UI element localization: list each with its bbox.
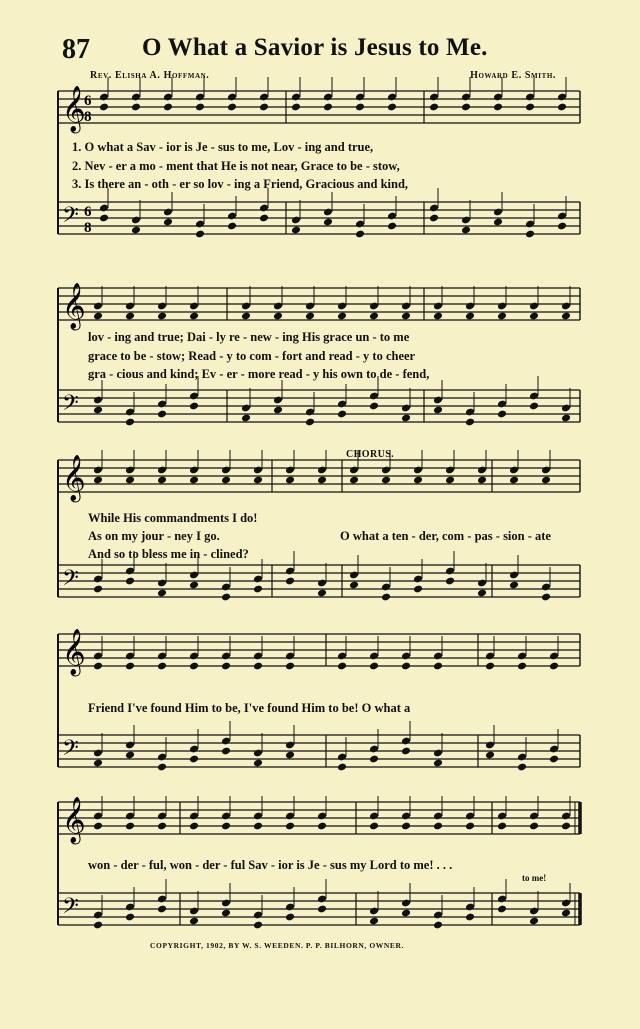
note-head bbox=[381, 593, 391, 602]
note-head bbox=[461, 226, 471, 235]
chorus-label: CHORUS. bbox=[346, 449, 395, 460]
time-signature: 8 bbox=[84, 109, 92, 125]
note-head bbox=[387, 103, 397, 112]
note-head bbox=[125, 662, 135, 671]
note-head bbox=[253, 822, 263, 831]
note-head bbox=[189, 581, 199, 590]
note-head bbox=[429, 103, 439, 112]
note-head bbox=[433, 921, 443, 930]
note-head bbox=[157, 822, 167, 831]
note-head bbox=[317, 905, 327, 914]
bass-clef-icon: 𝄢 bbox=[62, 203, 79, 233]
note-head bbox=[485, 751, 495, 760]
note-head bbox=[369, 662, 379, 671]
note-head bbox=[369, 755, 379, 764]
hymn-title: O What a Savior is Jesus to Me. bbox=[142, 34, 488, 61]
note-head bbox=[541, 593, 551, 602]
note-head bbox=[253, 921, 263, 930]
note-head bbox=[125, 751, 135, 760]
note-head bbox=[99, 214, 109, 223]
note-head bbox=[477, 476, 487, 485]
treble-clef-icon: 𝄞 bbox=[62, 455, 86, 501]
chorus-line2: Friend I've found Him to be, I've found Him to be! O what a bbox=[88, 701, 411, 715]
verse2-line2: grace to be - stow; Read - y to com - fort and read - y to cheer bbox=[88, 349, 416, 363]
note-head bbox=[273, 406, 283, 415]
note-head bbox=[157, 476, 167, 485]
note-head bbox=[429, 214, 439, 223]
note-head bbox=[93, 759, 103, 768]
bass-clef-icon: 𝄢 bbox=[62, 566, 79, 596]
note-head bbox=[355, 230, 365, 239]
copyright-notice: COPYRIGHT, 1902, BY W. S. WEEDEN. P. P. BILHORN, OWNER. bbox=[150, 941, 405, 950]
note-head bbox=[195, 230, 205, 239]
note-head bbox=[465, 418, 475, 427]
note-head bbox=[163, 218, 173, 227]
note-head bbox=[305, 418, 315, 427]
note-head bbox=[465, 312, 475, 321]
note-head bbox=[125, 913, 135, 922]
note-head bbox=[493, 103, 503, 112]
note-head bbox=[189, 402, 199, 411]
note-head bbox=[291, 226, 301, 235]
note-head bbox=[125, 312, 135, 321]
bass-clef-icon: 𝄢 bbox=[62, 391, 79, 421]
note-head bbox=[541, 476, 551, 485]
note-head bbox=[125, 577, 135, 586]
note-head bbox=[157, 589, 167, 598]
verse3-line1: 3. Is there an - oth - er so lov - ing a Friend, Gracious and kind, bbox=[72, 177, 409, 191]
note-head bbox=[509, 581, 519, 590]
note-head bbox=[337, 763, 347, 772]
note-head bbox=[461, 103, 471, 112]
note-head bbox=[253, 585, 263, 594]
note-head bbox=[285, 662, 295, 671]
note-head bbox=[401, 909, 411, 918]
note-head bbox=[529, 917, 539, 926]
note-head bbox=[497, 822, 507, 831]
note-head bbox=[355, 103, 365, 112]
note-head bbox=[369, 917, 379, 926]
bass-clef-icon: 𝄢 bbox=[62, 736, 79, 766]
note-head bbox=[433, 406, 443, 415]
verse3-line2: gra - cious and kind; Ev - er - more read - y his own to de - fend, bbox=[88, 367, 430, 381]
note-head bbox=[93, 406, 103, 415]
note-head bbox=[99, 103, 109, 112]
note-head bbox=[253, 662, 263, 671]
note-head bbox=[561, 414, 571, 423]
note-head bbox=[477, 589, 487, 598]
note-head bbox=[157, 662, 167, 671]
note-head bbox=[323, 218, 333, 227]
treble-clef-icon: 𝄞 bbox=[62, 86, 86, 132]
note-head bbox=[549, 662, 559, 671]
note-head bbox=[221, 822, 231, 831]
note-head bbox=[401, 822, 411, 831]
author-credit: Rev. Elisha A. Hoffman. bbox=[90, 70, 210, 81]
note-head bbox=[317, 476, 327, 485]
note-head bbox=[433, 662, 443, 671]
note-head bbox=[93, 585, 103, 594]
note-head bbox=[285, 751, 295, 760]
note-head bbox=[381, 476, 391, 485]
note-head bbox=[227, 103, 237, 112]
note-head bbox=[317, 822, 327, 831]
note-head bbox=[485, 662, 495, 671]
note-head bbox=[163, 103, 173, 112]
verse3-line3: And so to bless me in - clined? bbox=[88, 547, 249, 561]
note-head bbox=[131, 103, 141, 112]
note-head bbox=[517, 763, 527, 772]
note-head bbox=[401, 747, 411, 756]
verse1-line2: lov - ing and true; Dai - ly re - new - ing His grace un - to me bbox=[88, 330, 410, 344]
note-head bbox=[445, 476, 455, 485]
note-head bbox=[221, 662, 231, 671]
note-head bbox=[189, 476, 199, 485]
note-head bbox=[93, 822, 103, 831]
note-head bbox=[259, 214, 269, 223]
note-head bbox=[433, 822, 443, 831]
note-head bbox=[253, 476, 263, 485]
note-head bbox=[305, 312, 315, 321]
note-head bbox=[285, 822, 295, 831]
note-head bbox=[317, 589, 327, 598]
note-head bbox=[561, 822, 571, 831]
note-head bbox=[241, 312, 251, 321]
note-head bbox=[433, 312, 443, 321]
treble-clef-icon: 𝄞 bbox=[62, 629, 86, 675]
note-head bbox=[493, 218, 503, 227]
note-head bbox=[291, 103, 301, 112]
note-head bbox=[525, 230, 535, 239]
note-head bbox=[125, 822, 135, 831]
note-head bbox=[285, 476, 295, 485]
note-head bbox=[557, 222, 567, 231]
note-head bbox=[529, 402, 539, 411]
note-head bbox=[465, 822, 475, 831]
to-me-lyric: to me! bbox=[522, 873, 547, 883]
note-head bbox=[195, 103, 205, 112]
note-head bbox=[369, 822, 379, 831]
note-head bbox=[509, 476, 519, 485]
note-head bbox=[125, 476, 135, 485]
time-signature: 8 bbox=[84, 220, 92, 236]
note-head bbox=[189, 822, 199, 831]
note-head bbox=[387, 222, 397, 231]
note-head bbox=[413, 585, 423, 594]
note-head bbox=[189, 917, 199, 926]
time-signature: 6 bbox=[84, 204, 92, 220]
hymn-number: 87 bbox=[62, 34, 90, 65]
time-signature: 6 bbox=[84, 93, 92, 109]
treble-clef-icon: 𝄞 bbox=[62, 283, 86, 329]
note-head bbox=[557, 103, 567, 112]
note-head bbox=[369, 312, 379, 321]
note-head bbox=[497, 312, 507, 321]
note-head bbox=[549, 755, 559, 764]
note-head bbox=[241, 414, 251, 423]
note-head bbox=[227, 222, 237, 231]
note-head bbox=[525, 103, 535, 112]
note-head bbox=[337, 312, 347, 321]
note-head bbox=[285, 913, 295, 922]
note-head bbox=[221, 909, 231, 918]
note-head bbox=[221, 747, 231, 756]
note-head bbox=[497, 905, 507, 914]
chorus-line3: won - der - ful, won - der - ful Sav - ior is Je - sus my Lord to me! . . . bbox=[88, 858, 453, 872]
verse1-line1: 1. O what a Sav - ior is Je - sus to me, Lov - ing and true, bbox=[72, 140, 374, 154]
composer-credit: Howard E. Smith. bbox=[470, 70, 556, 81]
note-head bbox=[561, 909, 571, 918]
verse1-line3: While His commandments I do! bbox=[88, 511, 258, 525]
note-head bbox=[157, 312, 167, 321]
note-head bbox=[125, 418, 135, 427]
note-head bbox=[445, 577, 455, 586]
note-head bbox=[259, 103, 269, 112]
note-head bbox=[189, 755, 199, 764]
note-head bbox=[517, 662, 527, 671]
note-head bbox=[497, 410, 507, 419]
note-head bbox=[413, 476, 423, 485]
note-head bbox=[465, 913, 475, 922]
note-head bbox=[401, 662, 411, 671]
note-head bbox=[529, 312, 539, 321]
bass-clef-icon: 𝄢 bbox=[62, 894, 79, 924]
note-head bbox=[401, 414, 411, 423]
note-head bbox=[349, 581, 359, 590]
note-head bbox=[93, 312, 103, 321]
note-head bbox=[285, 577, 295, 586]
note-head bbox=[433, 759, 443, 768]
note-head bbox=[93, 476, 103, 485]
note-head bbox=[529, 822, 539, 831]
note-head bbox=[253, 759, 263, 768]
note-head bbox=[221, 476, 231, 485]
treble-clef-icon: 𝄞 bbox=[62, 797, 86, 843]
note-head bbox=[93, 662, 103, 671]
note-head bbox=[131, 226, 141, 235]
note-head bbox=[273, 312, 283, 321]
note-head bbox=[157, 905, 167, 914]
note-head bbox=[561, 312, 571, 321]
verse2-line3: As on my jour - ney I go. bbox=[88, 529, 220, 543]
note-head bbox=[337, 662, 347, 671]
note-head bbox=[157, 410, 167, 419]
note-head bbox=[157, 763, 167, 772]
verse2-line1: 2. Nev - er a mo - ment that He is not near, Grace to be - stow, bbox=[72, 159, 400, 173]
note-head bbox=[189, 662, 199, 671]
chorus-line1: O what a ten - der, com - pas - sion - ate bbox=[340, 529, 551, 543]
note-head bbox=[93, 921, 103, 930]
note-head bbox=[401, 312, 411, 321]
note-head bbox=[189, 312, 199, 321]
note-head bbox=[349, 476, 359, 485]
note-head bbox=[369, 402, 379, 411]
note-head bbox=[337, 410, 347, 419]
note-head bbox=[323, 103, 333, 112]
note-head bbox=[221, 593, 231, 602]
